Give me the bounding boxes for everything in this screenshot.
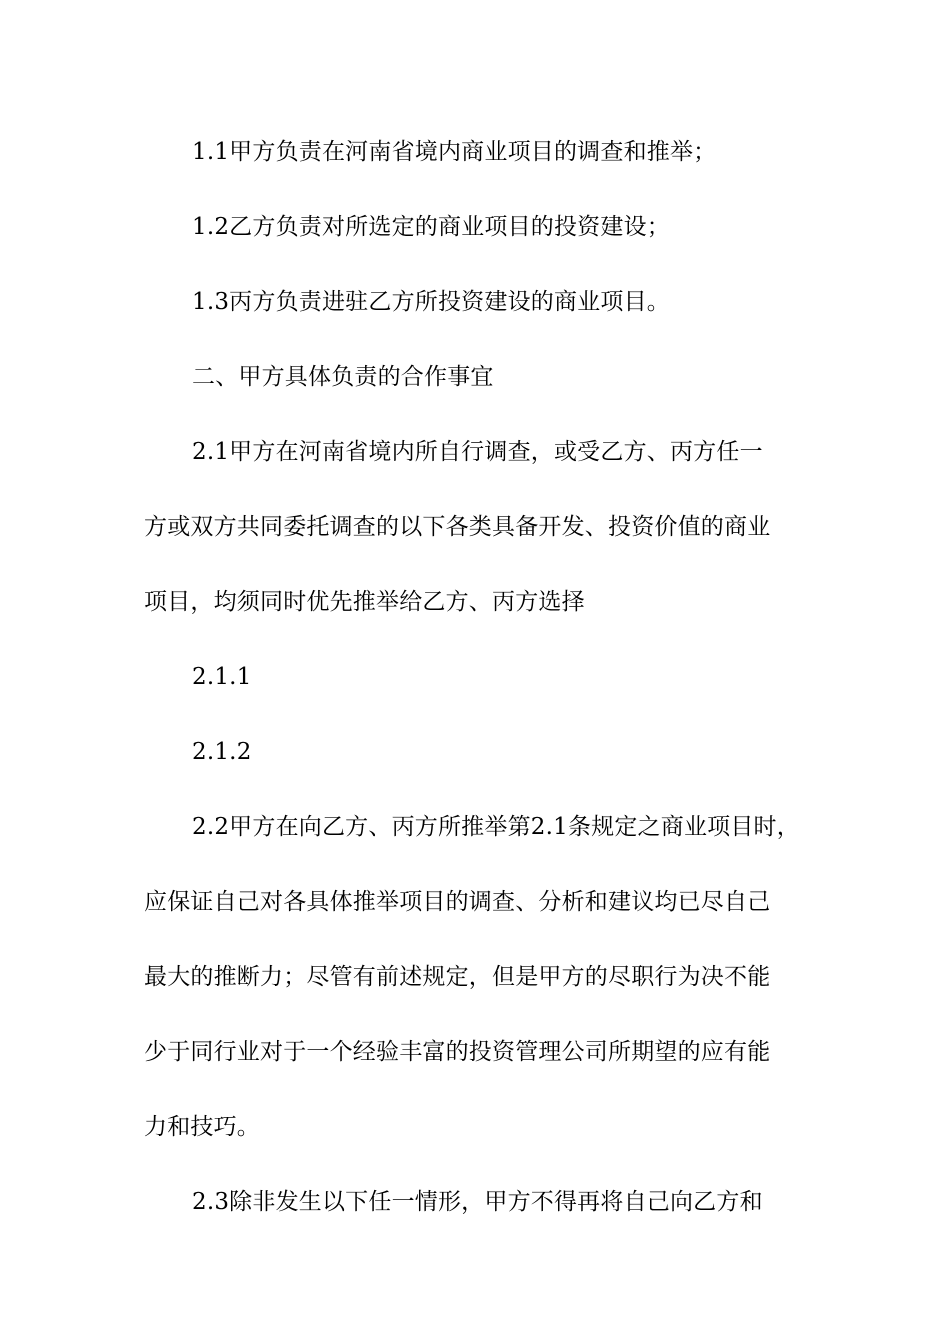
clause-2-3-line-1: 2.3除非发生以下任一情形，甲方不得再将自己向乙方和 xyxy=(192,1189,763,1215)
clause-1-3: 1.3丙方负责进驻乙方所投资建设的商业项目。 xyxy=(192,289,670,315)
clause-1-1: 1.1甲方负责在河南省境内商业项目的调查和推举； xyxy=(192,139,717,165)
clause-2-1-2: 2.1.2 xyxy=(192,739,252,765)
clause-2-2-line-5: 力和技巧。 xyxy=(144,1114,260,1140)
clause-2-1-line-3: 项目，均须同时优先推举给乙方、丙方选择 xyxy=(144,589,585,615)
clause-1-2: 1.2乙方负责对所选定的商业项目的投资建设； xyxy=(192,214,670,240)
section-heading-2: 二、甲方具体负责的合作事宜 xyxy=(192,364,494,390)
clause-2-1-line-2: 方或双方共同委托调查的以下各类具备开发、投资价值的商业 xyxy=(144,514,771,540)
clause-2-2-line-2: 应保证自己对各具体推举项目的调查、分析和建议均已尽自己 xyxy=(144,889,771,915)
clause-2-1-line-1: 2.1甲方在河南省境内所自行调查，或受乙方、丙方任一 xyxy=(192,439,763,465)
clause-2-2-line-4: 少于同行业对于一个经验丰富的投资管理公司所期望的应有能 xyxy=(144,1039,771,1065)
clause-2-2-line-3: 最大的推断力；尽管有前述规定，但是甲方的尽职行为决不能 xyxy=(144,964,771,990)
clause-2-1-1: 2.1.1 xyxy=(192,664,252,690)
clause-2-2-line-1: 2.2甲方在向乙方、丙方所推举第2.1条规定之商业项目时， xyxy=(192,814,800,840)
